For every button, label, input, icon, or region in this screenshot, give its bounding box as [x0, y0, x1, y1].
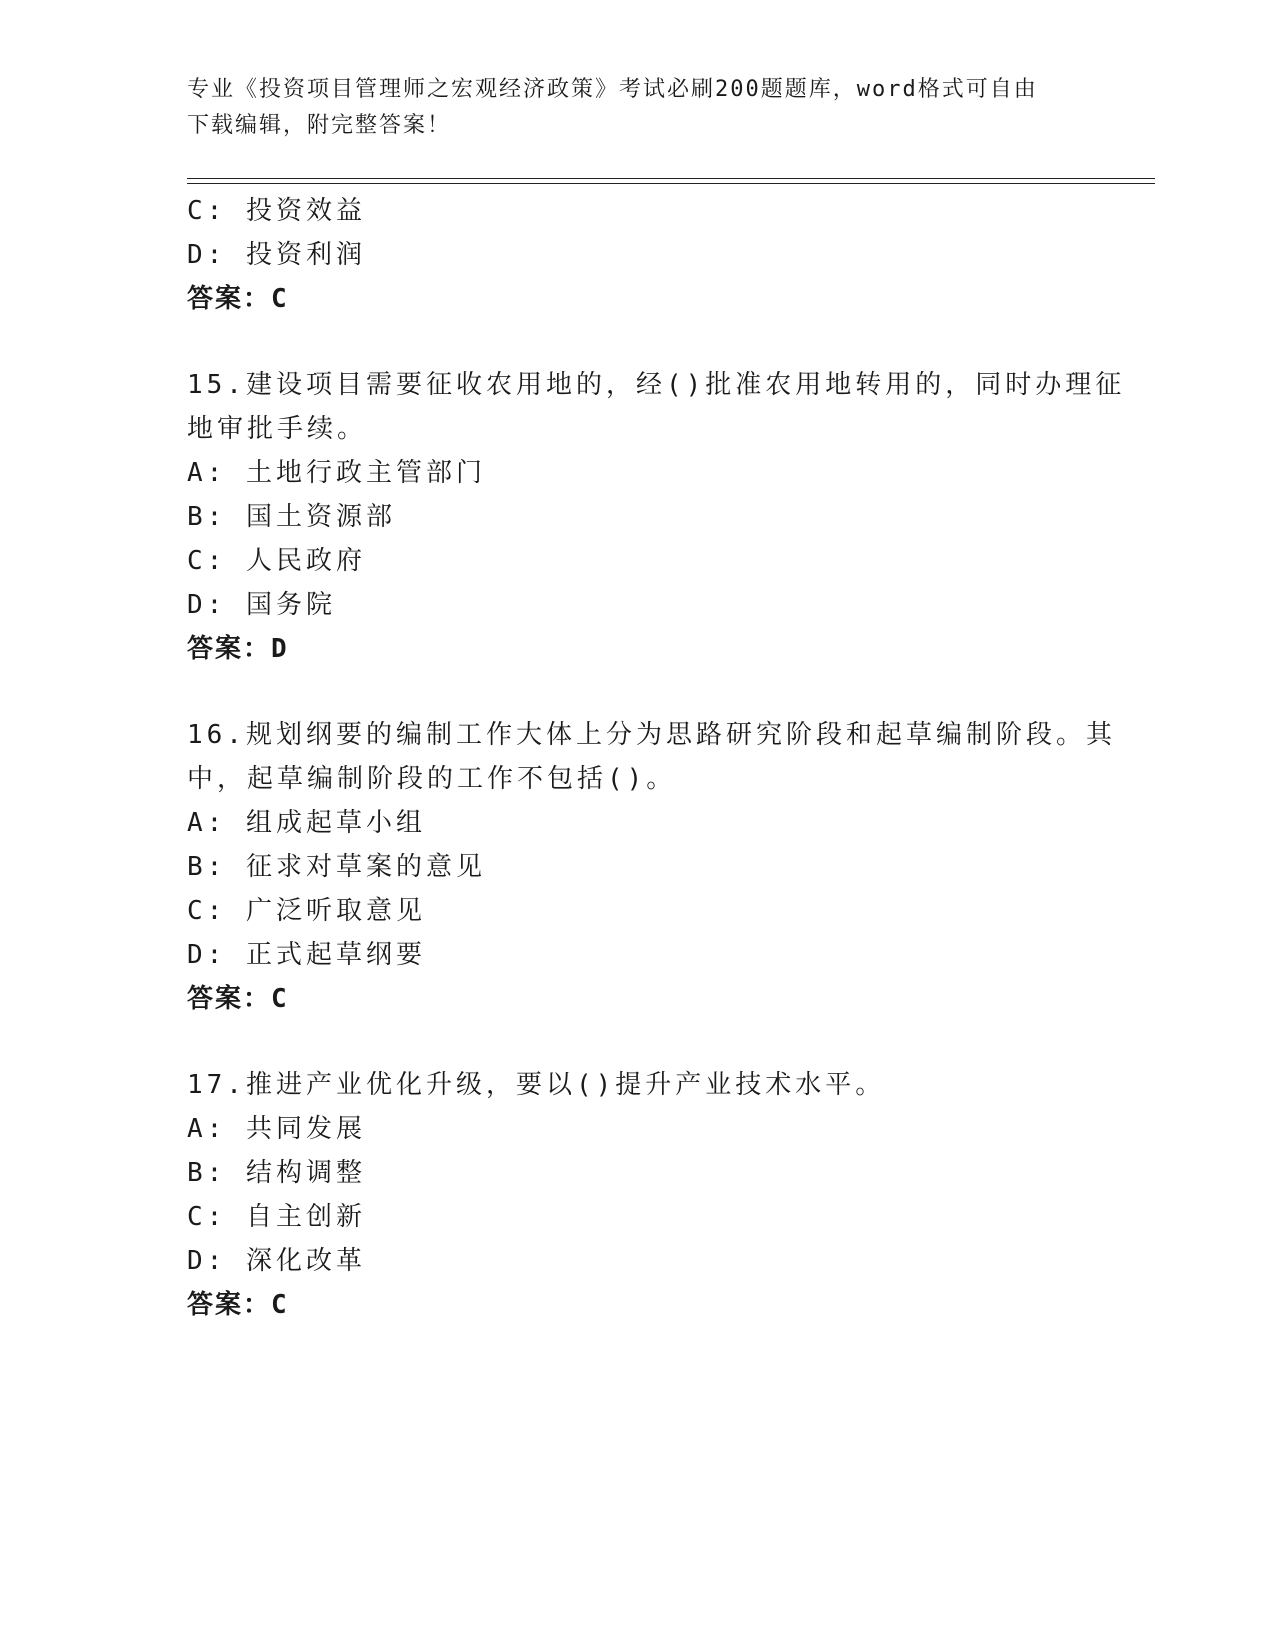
option-c: C: 人民政府 — [187, 546, 366, 576]
answer-label: 答案：C — [187, 984, 289, 1014]
option-b: B: 结构调整 — [187, 1158, 366, 1188]
answer-label: 答案：C — [187, 1290, 289, 1320]
question-16-text-cont: 中，起草编制阶段的工作不包括()。 — [187, 764, 677, 794]
option-b: B: 国土资源部 — [187, 502, 396, 532]
answer-label: 答案：C — [187, 284, 289, 314]
answer-label: 答案：D — [187, 634, 289, 664]
option-a: A: 共同发展 — [187, 1114, 366, 1144]
option-b: B: 征求对草案的意见 — [187, 852, 486, 882]
header-rule-bottom — [187, 183, 1155, 184]
option-d: D: 正式起草纲要 — [187, 940, 426, 970]
question-15-text: 15.建设项目需要征收农用地的，经()批准农用地转用的，同时办理征 — [187, 370, 1126, 400]
header-rule-top — [187, 178, 1155, 179]
option-c: C: 广泛听取意见 — [187, 896, 426, 926]
question-15-text-cont: 地审批手续。 — [187, 414, 368, 444]
option-d: D: 投资利润 — [187, 240, 366, 270]
header-line-1: 专业《投资项目管理师之宏观经济政策》考试必刷200题题库，word格式可自由 — [187, 77, 1038, 102]
option-d: D: 深化改革 — [187, 1246, 366, 1276]
option-a: A: 组成起草小组 — [187, 808, 426, 838]
question-16-text: 16.规划纲要的编制工作大体上分为思路研究阶段和起草编制阶段。其 — [187, 720, 1116, 750]
option-d: D: 国务院 — [187, 590, 336, 620]
question-17-text: 17.推进产业优化升级，要以()提升产业技术水平。 — [187, 1070, 886, 1100]
option-c: C: 自主创新 — [187, 1202, 366, 1232]
document-header — [187, 72, 1067, 144]
option-c: C: 投资效益 — [187, 196, 366, 226]
header-line-2: 下载编辑，附完整答案！ — [187, 113, 452, 138]
option-a: A: 土地行政主管部门 — [187, 458, 486, 488]
